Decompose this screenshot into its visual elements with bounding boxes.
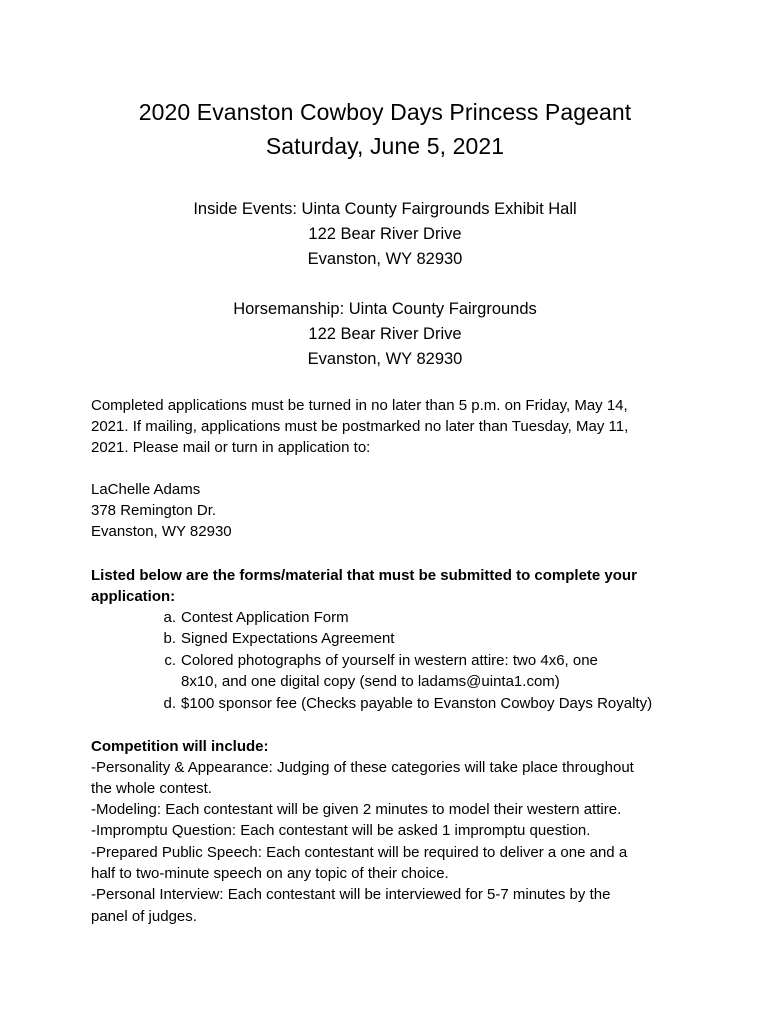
recipient-city: Evanston, WY 82930 xyxy=(91,523,232,540)
list-marker: b. xyxy=(163,630,176,647)
list-item-text: $100 sponsor fee (Checks payable to Evanston Cowboy Days Royalty) xyxy=(181,695,653,712)
horsemanship-city: Evanston, WY 82930 xyxy=(307,350,463,368)
list-marker: d. xyxy=(163,695,176,712)
competition-line: -Personality & Appearance: Judging of these categories will take place throughout xyxy=(91,759,634,776)
list-item-text: Colored photographs of yourself in western attire: two 4x6, one xyxy=(181,652,598,669)
recipient-name: LaChelle Adams xyxy=(91,481,201,498)
list-marker: a. xyxy=(163,609,176,626)
list-item-text: 8x10, and one digital copy (send to ladams@uinta1.com) xyxy=(181,673,560,690)
competition-line: -Impromptu Question: Each contestant will be asked 1 impromptu question. xyxy=(91,822,591,839)
instructions-line: 2021. If mailing, applications must be postmarked no later than Tuesday, May 11, xyxy=(91,418,629,435)
event-date: Saturday, June 5, 2021 xyxy=(265,133,505,159)
forms-heading: application: xyxy=(91,588,176,605)
horsemanship-venue: Horsemanship: Uinta County Fairgrounds xyxy=(233,300,537,318)
list-item-text: Signed Expectations Agreement xyxy=(181,630,395,647)
inside-events-city: Evanston, WY 82930 xyxy=(307,250,463,268)
instructions-line: Completed applications must be turned in no later than 5 p.m. on Friday, May 14, xyxy=(91,397,628,414)
list-item-text: Contest Application Form xyxy=(181,609,349,626)
competition-line: -Personal Interview: Each contestant will be interviewed for 5-7 minutes by the xyxy=(91,886,611,903)
competition-heading: Competition will include: xyxy=(91,738,269,755)
competition-line: panel of judges. xyxy=(91,908,197,925)
inside-events-venue: Inside Events: Uinta County Fairgrounds Exhibit Hall xyxy=(193,200,577,218)
horsemanship-street: 122 Bear River Drive xyxy=(308,325,462,343)
page-title: 2020 Evanston Cowboy Days Princess Pageant xyxy=(138,99,632,125)
competition-line: half to two-minute speech on any topic of their choice. xyxy=(91,865,449,882)
competition-line: -Modeling: Each contestant will be given 2 minutes to model their western attire. xyxy=(91,801,622,818)
instructions-line: 2021. Please mail or turn in application to: xyxy=(91,439,371,456)
recipient-street: 378 Remington Dr. xyxy=(91,502,217,519)
forms-heading: Listed below are the forms/material that must be submitted to complete your xyxy=(91,567,637,584)
competition-line: the whole contest. xyxy=(91,780,212,797)
list-marker: c. xyxy=(164,652,176,669)
inside-events-street: 122 Bear River Drive xyxy=(308,225,462,243)
competition-line: -Prepared Public Speech: Each contestant will be required to deliver a one and a xyxy=(91,844,628,861)
